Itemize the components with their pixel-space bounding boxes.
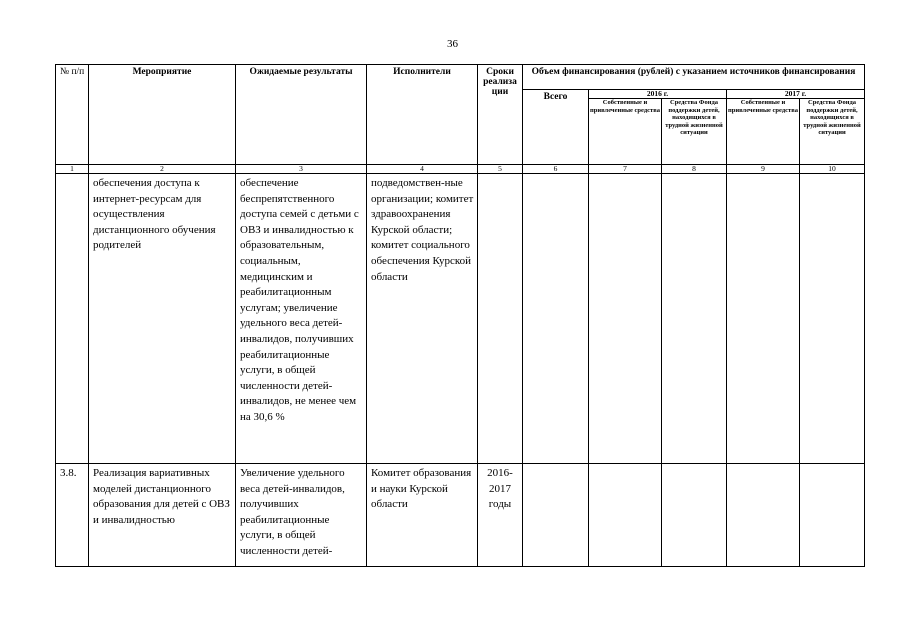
row-results: Увеличение удельного веса детей-инвалидов, получивших реабилитационные услуги, в общей численности детей-: [236, 464, 367, 567]
row-fund-2016: [662, 464, 727, 567]
row-measure: обеспечения доступа к интернет-ресурсам для осуществления дистанционного обучения родителей: [89, 174, 236, 464]
row-num: 3.8.: [56, 464, 89, 567]
row-results: обеспечение беспрепятственного доступа семей с детьми с ОВЗ и инвалидностью к образовательным, социальным, медицинским и реабилитационным услугам; увеличение удельного веса детей-инвалидов, получивших реабилитационные услуги, в общей численности детей-инвалидов, не менее чем на 30,6 %: [236, 174, 367, 464]
header-own-funds-2017: Собственные и привлеченные средства: [727, 99, 800, 165]
row-num: [56, 174, 89, 464]
table-row: [56, 464, 865, 567]
col-number: 6: [523, 165, 589, 174]
header-year-2017: 2017 г.: [727, 90, 865, 99]
row-measure: Реализация вариативных моделей дистанционного образования для детей с ОВЗ и инвалидностью: [89, 464, 236, 567]
row-terms: [478, 174, 523, 464]
col-number: 2: [89, 165, 236, 174]
header-results: Ожидаемые результаты: [236, 65, 367, 165]
header-funding: Объем финансирования (рублей) с указанием источников финансирования: [523, 65, 865, 90]
col-number: 7: [589, 165, 662, 174]
row-own-2016: [589, 174, 662, 464]
header-fund-2016: Средства Фонда поддержки детей, находящихся в трудной жизненной ситуации: [662, 99, 727, 165]
header-own-funds-2016: Собственные и привлеченные средства: [589, 99, 662, 165]
activities-table: [55, 64, 865, 567]
header-num: № п/п: [56, 65, 89, 165]
header-executors: Исполнители: [367, 65, 478, 165]
row-fund-2016: [662, 174, 727, 464]
col-number: 1: [56, 165, 89, 174]
col-number: 10: [800, 165, 865, 174]
row-total: [523, 174, 589, 464]
row-total: [523, 464, 589, 567]
col-number: 9: [727, 165, 800, 174]
col-number: 3: [236, 165, 367, 174]
row-executors: подведомствен-ные организации; комитет здравоохранения Курской области; комитет социального обеспечения Курской области: [367, 174, 478, 464]
row-terms: 2016-2017 годы: [478, 464, 523, 567]
col-number: 8: [662, 165, 727, 174]
header-measure: Мероприятие: [89, 65, 236, 165]
row-fund-2017: [800, 464, 865, 567]
row-fund-2017: [800, 174, 865, 464]
row-executors: Комитет образования и науки Курской области: [367, 464, 478, 567]
table-row: [56, 174, 865, 464]
row-own-2016: [589, 464, 662, 567]
page-number: 36: [447, 38, 458, 50]
row-own-2017: [727, 464, 800, 567]
header-terms: Сроки реализа ции: [478, 65, 523, 165]
row-own-2017: [727, 174, 800, 464]
header-year-2016: 2016 г.: [589, 90, 727, 99]
header-fund-2017: Средства Фонда поддержки детей, находящихся в трудной жизненной ситуации: [800, 99, 865, 165]
col-number: 5: [478, 165, 523, 174]
header-total: Всего: [523, 90, 589, 165]
col-number: 4: [367, 165, 478, 174]
